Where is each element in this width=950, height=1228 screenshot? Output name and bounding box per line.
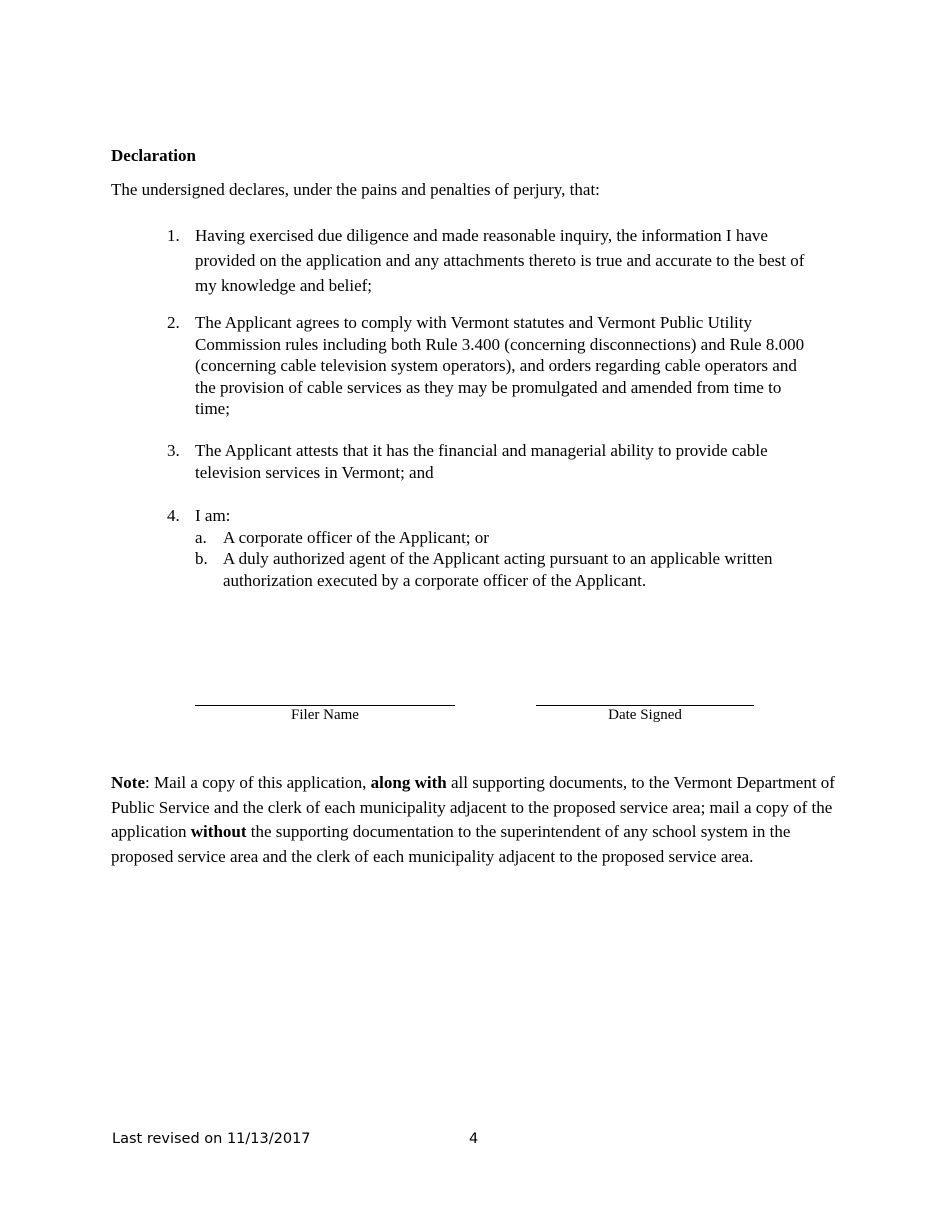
note-bold-without: without: [190, 822, 247, 841]
item-number: 1.: [167, 226, 180, 245]
note-text-3: the supporting documentation to the superintendent of any school system in the proposed service area and the clerk of each municipality adjacent to the proposed service area.: [111, 822, 791, 866]
page-number: 4: [469, 1131, 479, 1147]
declaration-heading: Declaration: [111, 146, 196, 165]
note-text-1: : Mail a copy of this application,: [144, 773, 371, 792]
filer-name-label: Filer Name: [291, 707, 359, 723]
note-text-2: all supporting documents, to the Vermont Department of Public Service and the clerk of each municipality adjacent to the proposed service area; mail a copy of the application: [111, 773, 835, 841]
item-text: The Applicant agrees to comply with Vermont statutes and Vermont Public Utility Commission rules including both Rule 3.400 (concerning disconnections) and Rule 8.000 (concerning cable television system operators), and orders regarding cable operators and the provision of cable services as they may be promulgated and amended from time to time;: [195, 313, 805, 418]
footer-revised-date: Last revised on 11/13/2017: [112, 1131, 311, 1147]
date-signed-label: Date Signed: [608, 707, 682, 723]
item-text: I am:: [195, 506, 231, 525]
item-text: The Applicant attests that it has the financial and managerial ability to provide cable television services in Vermont; and: [195, 441, 768, 482]
item-number: 3.: [167, 441, 180, 460]
item-number: 4.: [167, 506, 180, 525]
note-paragraph: [111, 771, 841, 869]
item-text: Having exercised due diligence and made reasonable inquiry, the information I have provided on the application and any attachments thereto is true and accurate to the best of my knowledge and belief;: [195, 226, 805, 295]
declaration-item-2: [167, 312, 807, 420]
item-number: 2.: [167, 313, 180, 332]
sub-item-b: [195, 548, 807, 591]
declaration-item-3: [167, 440, 807, 483]
note-label: Note: [111, 773, 145, 792]
declaration-item-4: [167, 505, 807, 591]
declaration-intro: The undersigned declares, under the pains and penalties of perjury, that:: [111, 180, 600, 199]
declaration-item-1: [167, 223, 807, 298]
sub-item-letter: a.: [195, 527, 207, 547]
note-bold-along-with: along with: [370, 773, 447, 792]
sub-item-letter: b.: [195, 549, 208, 568]
date-signed-signature-line[interactable]: [536, 705, 754, 706]
sub-item-a: [195, 527, 807, 549]
sub-item-text: A corporate officer of the Applicant; or: [223, 527, 489, 547]
filer-name-signature-line[interactable]: [195, 705, 455, 706]
sub-item-text: A duly authorized agent of the Applicant acting pursuant to an applicable written authorization executed by a corporate officer of the Applicant.: [223, 549, 773, 590]
